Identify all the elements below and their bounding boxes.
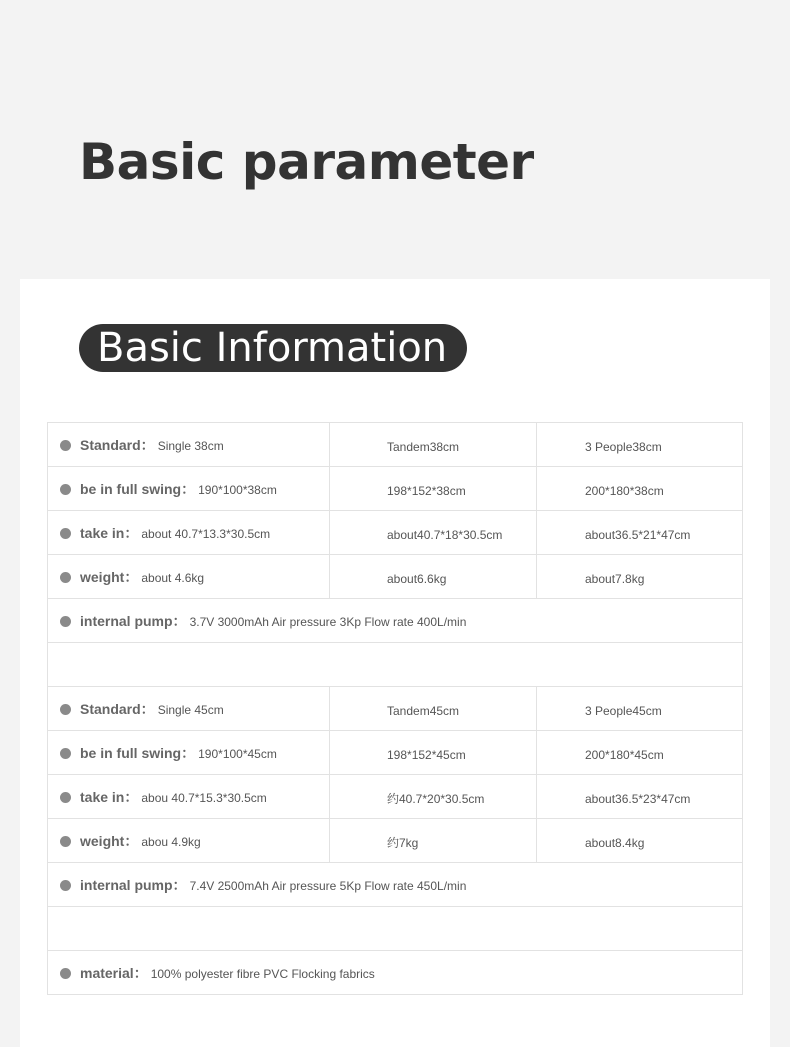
row-value: Single 38cm bbox=[157, 438, 224, 453]
row-label: take in： bbox=[80, 788, 139, 805]
section-title: Basic Information bbox=[79, 324, 467, 372]
bullet-icon bbox=[60, 440, 71, 451]
row-value: Tandem38cm bbox=[387, 439, 460, 454]
row-label: take in： bbox=[80, 524, 139, 541]
bullet-icon bbox=[60, 968, 71, 979]
row-value: abou 40.7*15.3*30.5cm bbox=[141, 790, 267, 805]
spec-table bbox=[47, 422, 743, 995]
row-label: Standard： bbox=[80, 700, 155, 717]
bullet-icon bbox=[60, 528, 71, 539]
row-value: about8.4kg bbox=[585, 835, 645, 850]
bullet-icon bbox=[60, 572, 71, 583]
table-row bbox=[48, 467, 743, 511]
table-row bbox=[48, 423, 743, 467]
row-label: weight： bbox=[80, 568, 139, 585]
table-row bbox=[48, 951, 743, 995]
spacer-row bbox=[48, 907, 743, 951]
row-value: about36.5*23*47cm bbox=[585, 791, 691, 806]
row-value: about36.5*21*47cm bbox=[585, 527, 691, 542]
bullet-icon bbox=[60, 748, 71, 759]
row-value: 190*100*38cm bbox=[198, 482, 277, 497]
row-label: be in full swing： bbox=[80, 744, 196, 761]
row-label: be in full swing： bbox=[80, 480, 196, 497]
spacer-row bbox=[48, 643, 743, 687]
row-value: 190*100*45cm bbox=[198, 746, 277, 761]
row-value: 198*152*38cm bbox=[387, 483, 466, 498]
row-value: about 40.7*13.3*30.5cm bbox=[141, 526, 271, 541]
info-card bbox=[20, 279, 770, 1047]
row-value: Tandem45cm bbox=[387, 703, 460, 718]
bullet-icon bbox=[60, 616, 71, 627]
page-title: Basic parameter bbox=[79, 133, 534, 191]
bullet-icon bbox=[60, 484, 71, 495]
row-value: 7.4V 2500mAh Air pressure 5Kp Flow rate 450L/min bbox=[189, 878, 467, 893]
table-row bbox=[48, 731, 743, 775]
row-label: internal pump： bbox=[80, 876, 187, 893]
row-value: 100% polyester fibre PVC Flocking fabrics bbox=[150, 966, 375, 981]
table-row bbox=[48, 687, 743, 731]
table-row bbox=[48, 599, 743, 643]
row-value: about7.8kg bbox=[585, 571, 645, 586]
row-value: 约40.7*20*30.5cm bbox=[387, 792, 485, 806]
row-value: about40.7*18*30.5cm bbox=[387, 527, 503, 542]
bullet-icon bbox=[60, 704, 71, 715]
row-value: abou 4.9kg bbox=[141, 834, 201, 849]
row-value: 约7kg bbox=[387, 836, 419, 850]
row-label: Standard： bbox=[80, 436, 155, 453]
row-label: material： bbox=[80, 964, 148, 981]
row-value: 3.7V 3000mAh Air pressure 3Kp Flow rate 400L/min bbox=[189, 614, 467, 629]
row-value: Single 45cm bbox=[157, 702, 224, 717]
row-value: 3 People45cm bbox=[585, 703, 662, 718]
row-label: weight： bbox=[80, 832, 139, 849]
table-row bbox=[48, 775, 743, 819]
table-row bbox=[48, 511, 743, 555]
table-row bbox=[48, 863, 743, 907]
row-value: 198*152*45cm bbox=[387, 747, 466, 762]
row-value: about6.6kg bbox=[387, 571, 447, 586]
table-row bbox=[48, 819, 743, 863]
table-row bbox=[48, 555, 743, 599]
bullet-icon bbox=[60, 880, 71, 891]
bullet-icon bbox=[60, 836, 71, 847]
row-value: 200*180*45cm bbox=[585, 747, 664, 762]
row-label: internal pump： bbox=[80, 612, 187, 629]
row-value: 3 People38cm bbox=[585, 439, 662, 454]
bullet-icon bbox=[60, 792, 71, 803]
row-value: about 4.6kg bbox=[141, 570, 205, 585]
row-value: 200*180*38cm bbox=[585, 483, 664, 498]
